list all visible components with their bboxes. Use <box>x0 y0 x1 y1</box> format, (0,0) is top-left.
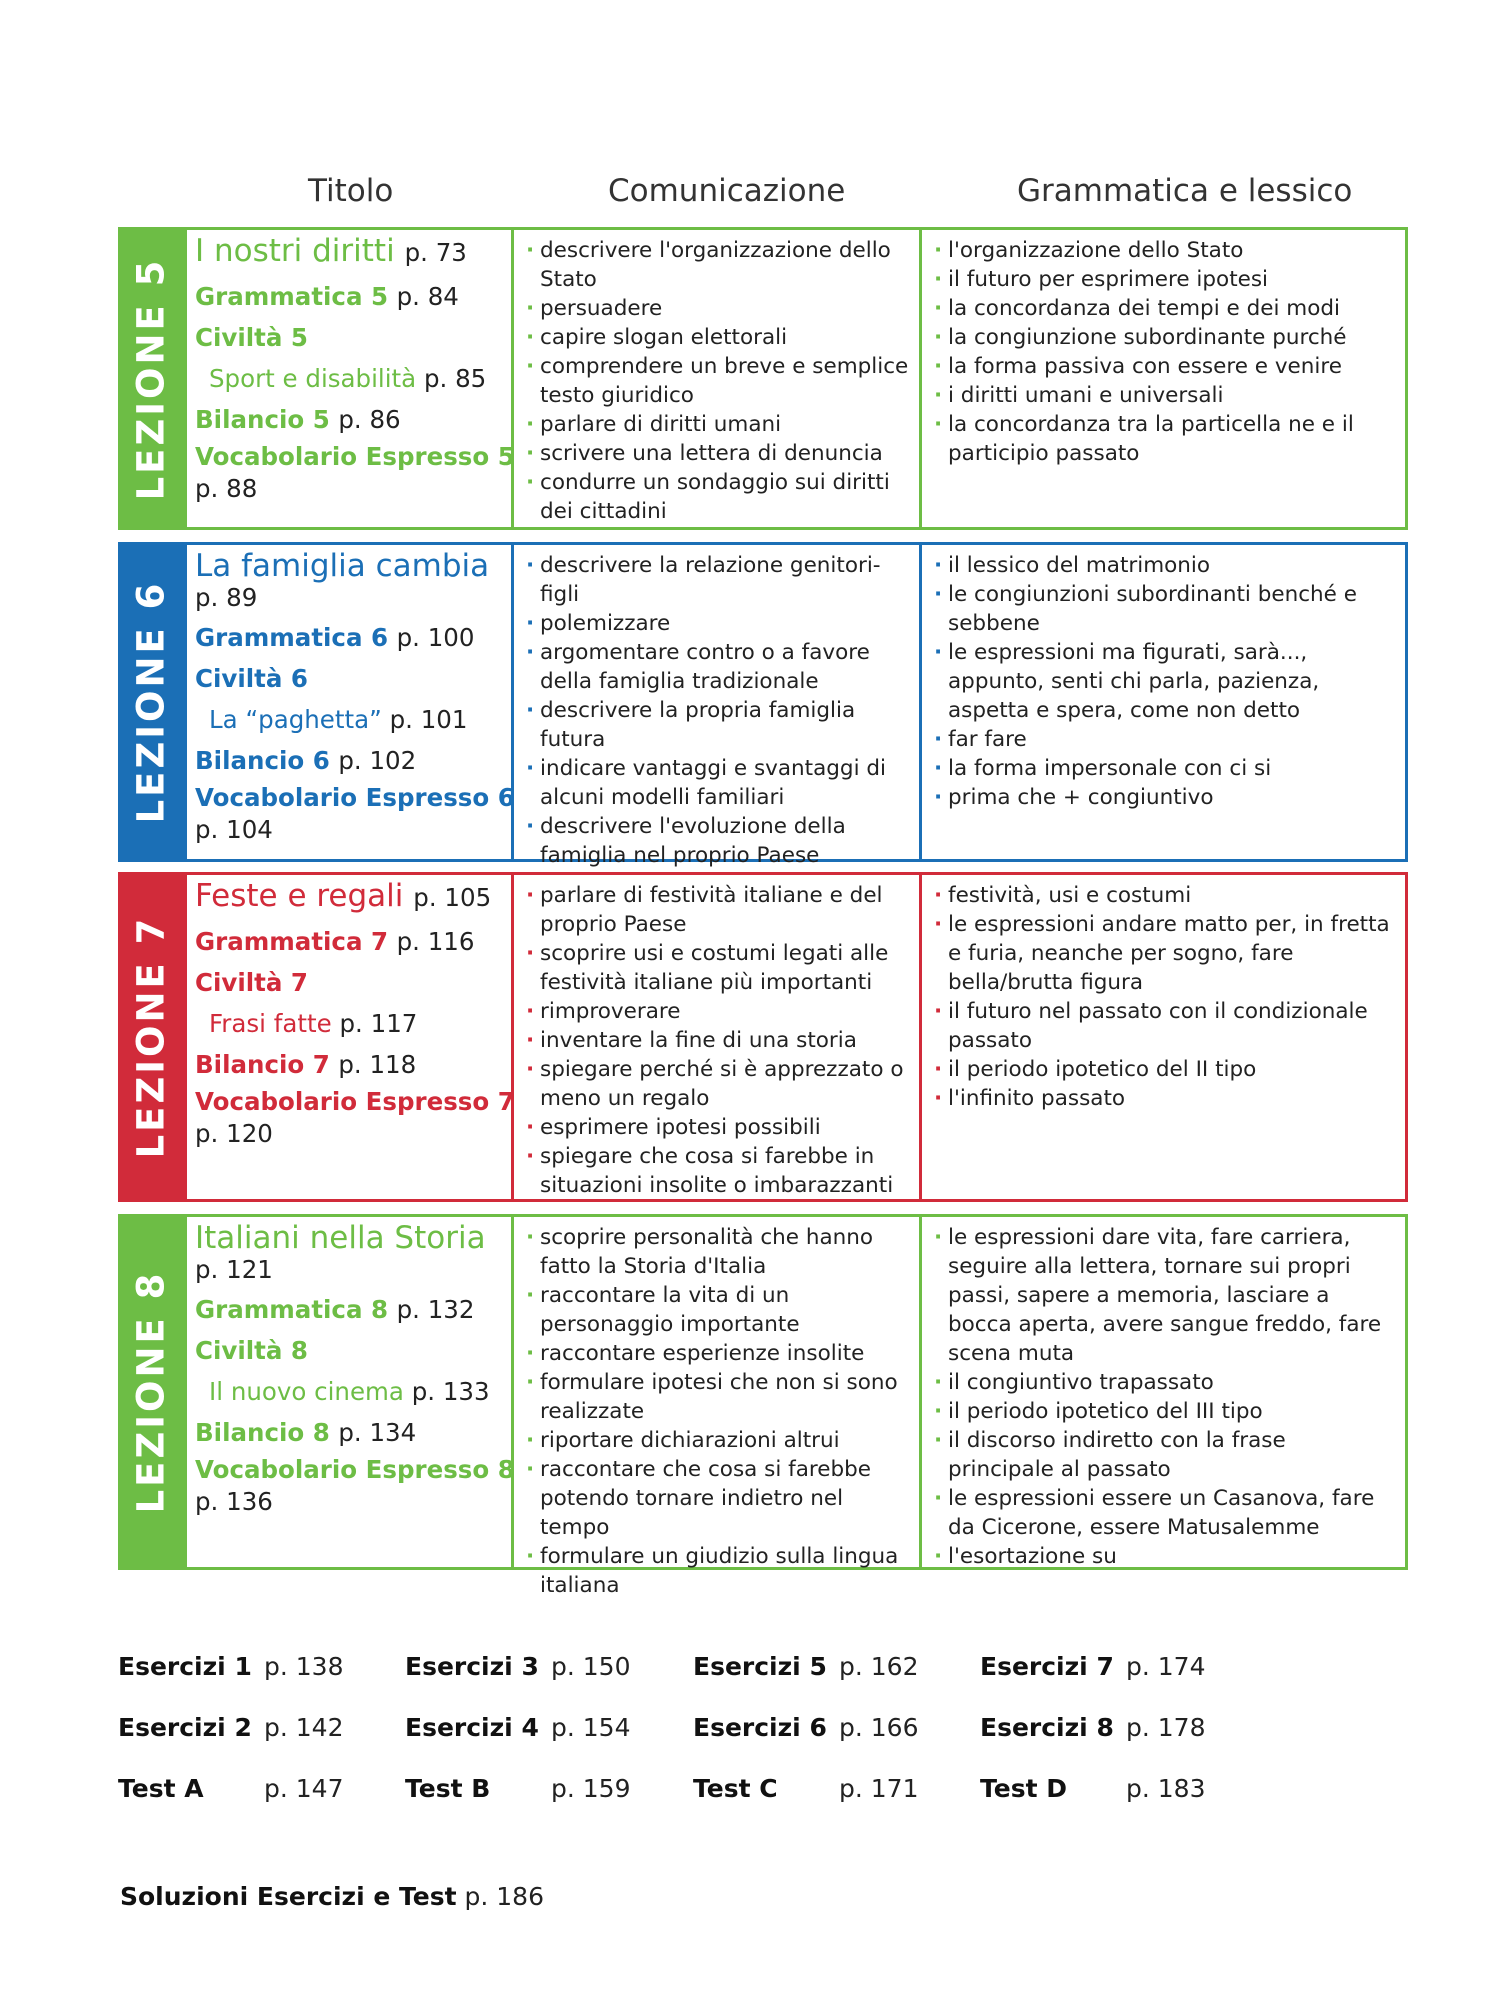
bilancio-link[interactable]: Bilancio 7 p. 118 <box>195 1050 417 1079</box>
grammatica-column <box>919 230 1405 527</box>
vocabolario-link[interactable]: Vocabolario Espresso 8 <box>195 1455 515 1484</box>
lesson-title-page: p. 89 <box>195 583 258 612</box>
civilta-label: Civiltà 6 <box>195 664 308 693</box>
lesson-box <box>184 542 1408 868</box>
list-item: · formulare un giudizio sulla lingua italiana <box>526 1544 899 1598</box>
list-item: · la forma passiva con essere e venire <box>934 354 1342 379</box>
grammatica-link[interactable]: Grammatica 8 p. 132 <box>195 1295 475 1324</box>
lesson-tab: LEZIONE 5 <box>118 227 184 530</box>
list-item: · riportare dichiarazioni altrui <box>526 1428 840 1453</box>
list-item: · descrivere la relazione genitori-figli <box>526 553 881 607</box>
list-item: · i diritti umani e universali <box>934 383 1224 408</box>
lesson-tab: LEZIONE 8 <box>118 1214 184 1570</box>
title-column <box>187 875 515 1199</box>
list-item: · raccontare che cosa si farebbe potendo tornare indietro nel tempo <box>526 1457 872 1540</box>
list-item: · rimproverare <box>526 999 681 1024</box>
exercise-link[interactable]: Esercizi 7 p. 174 <box>980 1652 1206 1681</box>
list-item: · le congiunzioni subordinanti benché e sebbene <box>934 582 1357 636</box>
vocabolario-page: p. 136 <box>195 1487 273 1516</box>
list-item: · il congiuntivo trapassato <box>934 1370 1214 1395</box>
test-link[interactable]: Test C p. 171 <box>693 1774 919 1803</box>
exercise-link[interactable]: Esercizi 4 p. 154 <box>405 1713 631 1742</box>
list-item: · raccontare la vita di un personaggio importante <box>526 1283 800 1337</box>
vocabolario-page: p. 88 <box>195 474 258 503</box>
lesson-title[interactable]: La famiglia cambia <box>195 548 490 584</box>
list-item: · argomentare contro o a favore della famiglia tradizionale <box>526 640 870 694</box>
list-item: · far fare <box>934 727 1027 752</box>
list-item: · l'organizzazione dello Stato <box>934 238 1244 263</box>
list-item: · il periodo ipotetico del II tipo <box>934 1057 1257 1082</box>
list-item: · persuadere <box>526 296 663 321</box>
list-item: · l'esortazione su <box>934 1544 1117 1569</box>
exercise-link[interactable]: Esercizi 1 p. 138 <box>118 1652 344 1681</box>
bilancio-link[interactable]: Bilancio 5 p. 86 <box>195 405 401 434</box>
grammatica-column <box>919 1217 1405 1567</box>
lesson-title[interactable]: Italiani nella Storia <box>195 1220 486 1256</box>
test-link[interactable]: Test A p. 147 <box>118 1774 344 1803</box>
grammatica-link[interactable]: Grammatica 6 p. 100 <box>195 623 475 652</box>
list-item: · descrivere l'evoluzione della famiglia nel proprio Paese <box>526 814 846 868</box>
lesson-5 <box>118 227 1408 530</box>
list-item: · inventare la fine di una storia <box>526 1028 857 1053</box>
list-item: · le espressioni dare vita, fare carriera, seguire alla lettera, tornare sui propri passi, sapere a memoria, lasciare a bocca aperta, avere sangue freddo, fare scena muta <box>934 1225 1382 1366</box>
exercise-link[interactable]: Esercizi 8 p. 178 <box>980 1713 1206 1742</box>
lesson-box <box>184 1214 1408 1598</box>
list-item: · la concordanza dei tempi e dei modi <box>934 296 1340 321</box>
list-item: · le espressioni andare matto per, in fretta e furia, neanche per sogno, fare bella/brutta figura <box>934 912 1390 995</box>
list-item: · condurre un sondaggio sui diritti dei cittadini <box>526 470 890 524</box>
list-item: · spiegare che cosa si farebbe in situazioni insolite o imbarazzanti <box>526 1144 894 1198</box>
grammatica-link[interactable]: Grammatica 5 p. 84 <box>195 282 459 311</box>
list-item: · formulare ipotesi che non si sono realizzate <box>526 1370 898 1424</box>
vocabolario-page: p. 104 <box>195 815 273 844</box>
list-item: · descrivere l'organizzazione dello Stato <box>526 238 891 292</box>
vocabolario-link[interactable]: Vocabolario Espresso 5 <box>195 442 515 471</box>
vocabolario-link[interactable]: Vocabolario Espresso 7 <box>195 1087 515 1116</box>
civilta-topic-link[interactable]: La “paghetta” p. 101 <box>209 705 468 734</box>
vocabolario-link[interactable]: Vocabolario Espresso 6 <box>195 783 515 812</box>
lesson-box <box>184 872 1408 1202</box>
list-item: · il futuro nel passato con il condizionale passato <box>934 999 1368 1053</box>
list-item: · le espressioni essere un Casanova, fare da Cicerone, essere Matusalemme <box>934 1486 1375 1540</box>
lesson-tab: LEZIONE 6 <box>118 542 184 862</box>
list-item: · polemizzare <box>526 611 671 636</box>
grammatica-column <box>919 545 1405 859</box>
comunicazione-column <box>511 230 919 527</box>
lesson-7 <box>118 872 1408 1202</box>
list-item: · le espressioni ma figurati, sarà..., appunto, senti chi parla, pazienza, aspetta e spera, come non detto <box>934 640 1320 723</box>
header-comunicazione: Comunicazione <box>608 173 846 209</box>
lesson-title-page: p. 121 <box>195 1255 273 1284</box>
list-item: · prima che + congiuntivo <box>934 785 1214 810</box>
civilta-topic-link[interactable]: Frasi fatte p. 117 <box>209 1009 418 1038</box>
civilta-topic-link[interactable]: Il nuovo cinema p. 133 <box>209 1377 490 1406</box>
civilta-label: Civiltà 7 <box>195 968 308 997</box>
civilta-topic-link[interactable]: Sport e disabilità p. 85 <box>209 364 487 393</box>
list-item: · la concordanza tra la particella ne e il participio passato <box>934 412 1354 466</box>
exercises-index <box>118 1652 1268 1842</box>
exercise-link[interactable]: Esercizi 5 p. 162 <box>693 1652 919 1681</box>
list-item: · scoprire usi e costumi legati alle festività italiane più importanti <box>526 941 889 995</box>
list-item: · indicare vantaggi e svantaggi di alcuni modelli familiari <box>526 756 886 810</box>
list-item: · raccontare esperienze insolite <box>526 1341 865 1366</box>
lesson-title[interactable]: Feste e regali p. 105 <box>195 878 492 914</box>
title-column <box>187 1217 515 1567</box>
list-item: · parlare di diritti umani <box>526 412 782 437</box>
list-item: · il lessico del matrimonio <box>934 553 1211 578</box>
list-item: · esprimere ipotesi possibili <box>526 1115 821 1140</box>
bilancio-link[interactable]: Bilancio 8 p. 134 <box>195 1418 417 1447</box>
list-item: · l'infinito passato <box>934 1086 1126 1111</box>
comunicazione-column <box>511 545 919 868</box>
test-link[interactable]: Test B p. 159 <box>405 1774 631 1803</box>
list-item: · la congiunzione subordinante purché <box>934 325 1347 350</box>
lesson-6 <box>118 542 1408 868</box>
list-item: · spiegare perché si è apprezzato o meno un regalo <box>526 1057 904 1111</box>
list-item: · il futuro per esprimere ipotesi <box>934 267 1269 292</box>
title-column <box>187 545 515 859</box>
lesson-tab: LEZIONE 7 <box>118 872 184 1202</box>
solutions-link[interactable]: Soluzioni Esercizi e Test p. 186 <box>120 1882 544 1911</box>
list-item: · comprendere un breve e semplice testo giuridico <box>526 354 909 408</box>
vocabolario-page: p. 120 <box>195 1119 273 1148</box>
list-item: · scoprire personalità che hanno fatto la Storia d'Italia <box>526 1225 874 1279</box>
list-item: · scrivere una lettera di denuncia <box>526 441 883 466</box>
list-item: · il discorso indiretto con la frase principale al passato <box>934 1428 1286 1482</box>
title-column <box>187 230 515 527</box>
bilancio-link[interactable]: Bilancio 6 p. 102 <box>195 746 417 775</box>
grammatica-column <box>919 875 1405 1199</box>
list-item: · descrivere la propria famiglia futura <box>526 698 856 752</box>
civilta-label: Civiltà 8 <box>195 1336 308 1365</box>
comunicazione-column <box>511 875 919 1199</box>
header-grammatica: Grammatica e lessico <box>1017 173 1353 209</box>
list-item: · parlare di festività italiane e del proprio Paese <box>526 883 883 937</box>
list-item: · capire slogan elettorali <box>526 325 788 350</box>
test-link[interactable]: Test D p. 183 <box>980 1774 1206 1803</box>
exercise-link[interactable]: Esercizi 6 p. 166 <box>693 1713 919 1742</box>
header-titolo: Titolo <box>308 173 394 209</box>
table-header <box>0 173 1500 217</box>
lesson-8 <box>118 1214 1408 1598</box>
grammatica-link[interactable]: Grammatica 7 p. 116 <box>195 927 475 956</box>
lesson-title[interactable]: I nostri diritti p. 73 <box>195 233 467 269</box>
exercise-link[interactable]: Esercizi 3 p. 150 <box>405 1652 631 1681</box>
civilta-label: Civiltà 5 <box>195 323 308 352</box>
comunicazione-column <box>511 1217 919 1598</box>
list-item: · la forma impersonale con ci si <box>934 756 1272 781</box>
list-item: · il periodo ipotetico del III tipo <box>934 1399 1263 1424</box>
lesson-box <box>184 227 1408 530</box>
list-item: · festività, usi e costumi <box>934 883 1192 908</box>
exercise-link[interactable]: Esercizi 2 p. 142 <box>118 1713 344 1742</box>
